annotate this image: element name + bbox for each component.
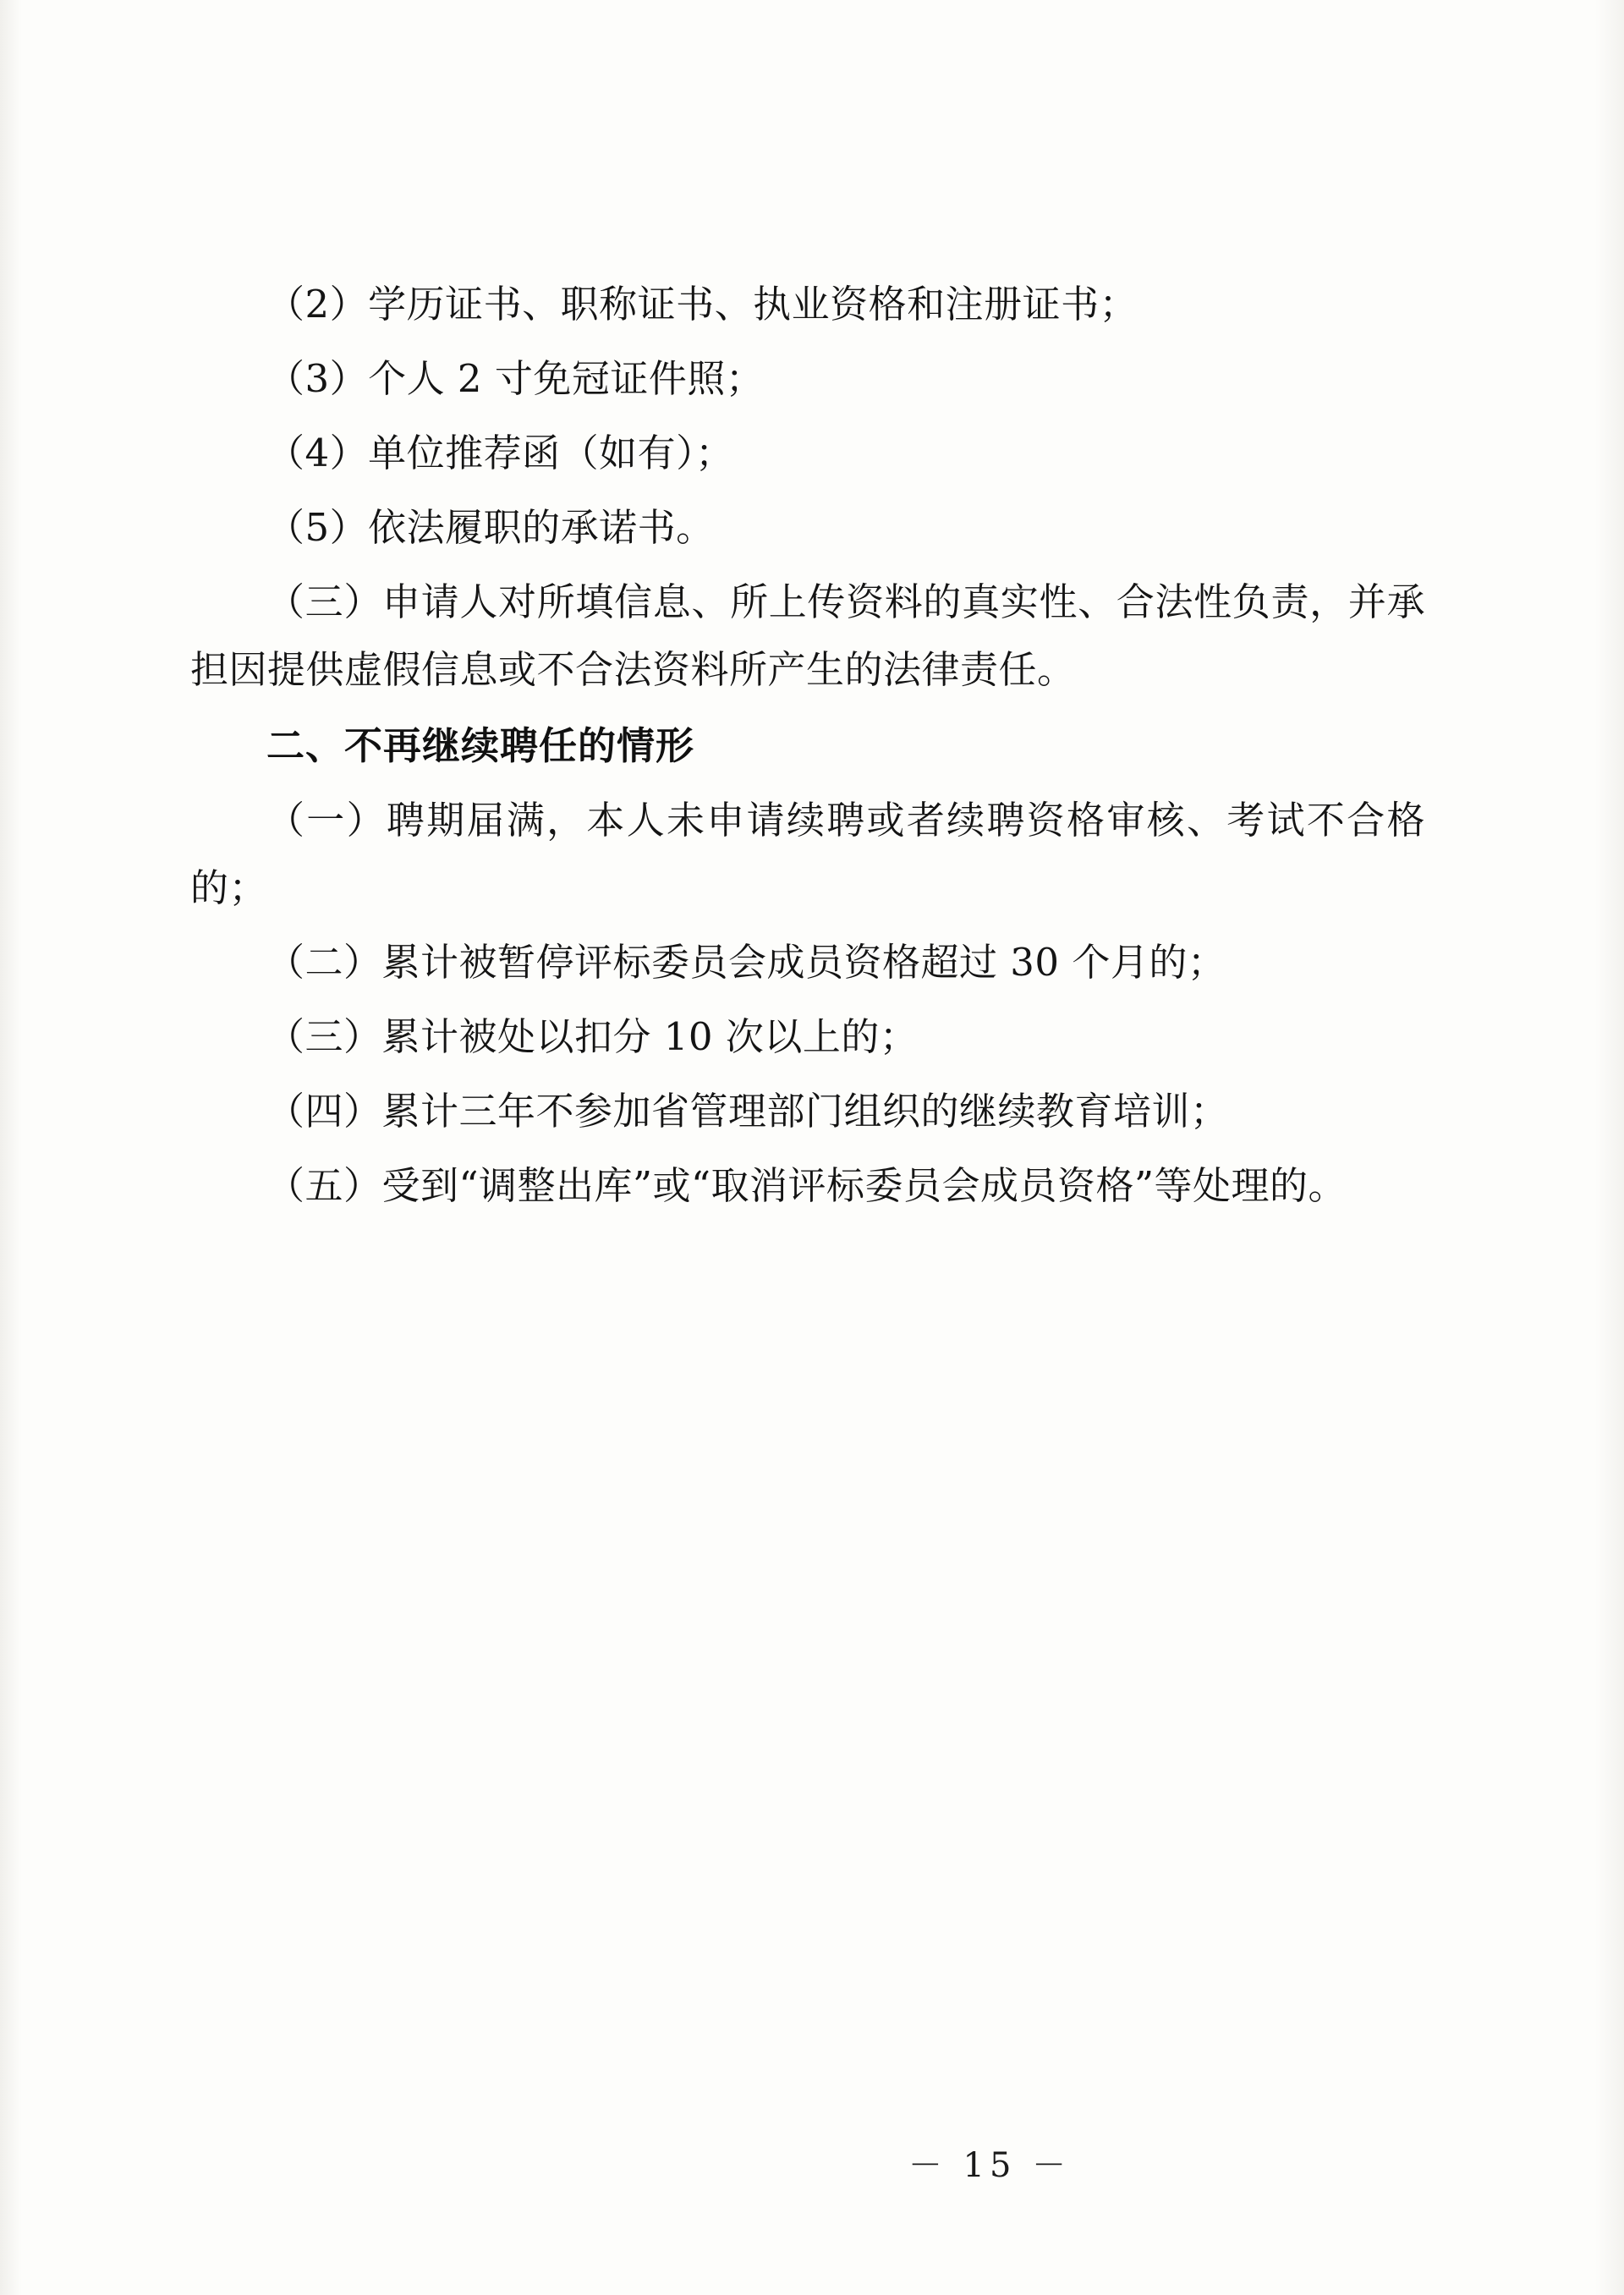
document-body bbox=[190, 271, 1425, 1227]
list-item: （3）个人 2 寸免冠证件照； bbox=[266, 356, 765, 401]
list-item: （一）聘期届满，本人未申请续聘或者续聘资格审核、考试不合格的； bbox=[190, 798, 1425, 910]
list-item: （4）单位推荐函（如有）； bbox=[266, 431, 734, 475]
list-item: （五）受到“调整出库”或“取消评标委员会成员资格”等处理的。 bbox=[266, 1163, 1347, 1208]
section-heading: 二、不再继续聘任的情形 bbox=[266, 723, 695, 768]
list-item: （5）依法履职的承诺书。 bbox=[266, 505, 715, 550]
list-item: （2）学历证书、职称证书、执业资格和注册证书； bbox=[266, 282, 1138, 327]
paragraph-responsibility: （三）申请人对所填信息、所上传资料的真实性、合法性负责，并承担因提供虚假信息或不合法资料所产生的法律责任。 bbox=[190, 579, 1425, 692]
page-number: － 15 － bbox=[908, 2146, 1072, 2185]
list-item: （三）累计被处以扣分 10 次以上的； bbox=[266, 1014, 919, 1059]
list-item: （四）累计三年不参加省管理部门组织的继续教育培训； bbox=[266, 1089, 1229, 1134]
list-item: （二）累计被暂停评标委员会成员资格超过 30 个月的； bbox=[266, 940, 1226, 985]
